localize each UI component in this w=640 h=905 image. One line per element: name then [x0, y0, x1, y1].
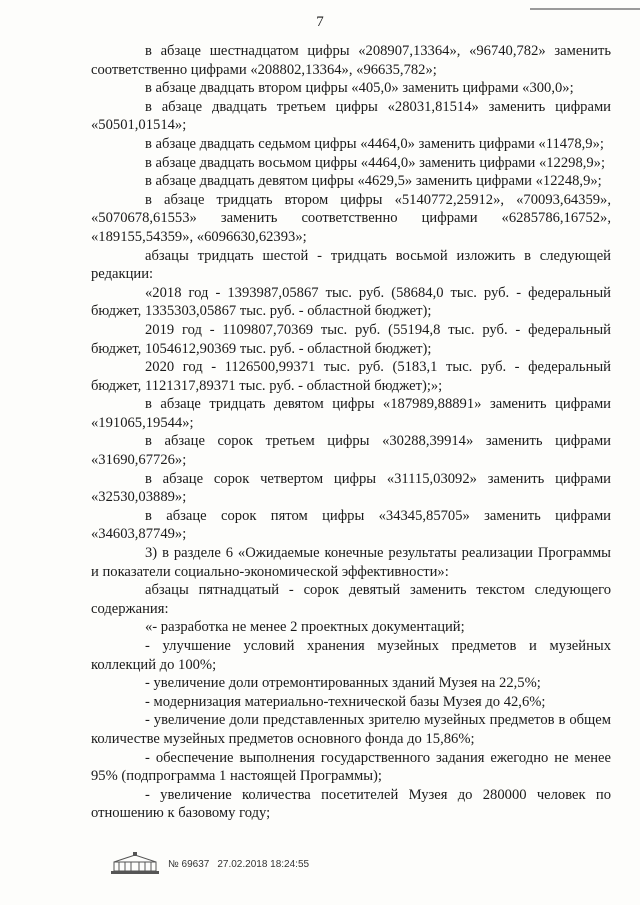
paragraph: 2020 год - 1126500,99371 тыс. руб. (5183,1 тыс. руб. - федеральный бюджет, 1121317,89371 тыс. руб. - областной бюджет);»; [91, 359, 611, 394]
paragraph: в абзаце двадцать седьмом цифры «4464,0» заменить цифрами «11478,9»; [145, 135, 604, 152]
paragraph: - увеличение количества посетителей Музея до 280000 человек по отношению к базовому году; [91, 786, 611, 822]
paragraph: 2019 год - 1109807,70369 тыс. руб. (55194,8 тыс. руб. - федеральный бюджет, 1054612,90369 тыс. руб. - областной бюджет); [91, 321, 611, 357]
paragraph: «- разработка не менее 2 проектных документаций; [145, 619, 465, 636]
building-logo-icon [110, 852, 160, 876]
paragraph: - обеспечение выполнения государственного задания ежегодно не менее 95% (подпрограмма 1 настоящей Программы); [91, 749, 611, 785]
paragraph: 3) в разделе 6 «Ожидаемые конечные результаты реализации Программы и показатели социально-экономической эффективности»: [91, 545, 611, 580]
document-body [91, 42, 611, 823]
page-number: 7 [316, 14, 324, 30]
paragraph: в абзаце сорок третьем цифры «30288,39914» заменить цифрами «31690,67726»; [91, 433, 611, 469]
paragraph: в абзаце тридцать девятом цифры «187989,88891» заменить цифрами «191065,19544»; [91, 396, 611, 431]
paragraph: абзацы пятнадцатый - сорок девятый заменить текстом следующего содержания: [91, 582, 611, 617]
paragraph: в абзаце сорок пятом цифры «34345,85705» заменить цифрами «34603,87749»; [91, 507, 611, 543]
paragraph: в абзаце двадцать втором цифры «405,0» заменить цифрами «300,0»; [145, 80, 574, 97]
paragraph: - увеличение доли представленных зрителю музейных предметов в общем количестве музейных предметов основного фонда до 15,86%; [91, 712, 611, 747]
paragraph: в абзаце двадцать третьем цифры «28031,81514» заменить цифрами «50501,01514»; [91, 98, 611, 134]
document-timestamp: 27.02.2018 18:24:55 [217, 858, 310, 870]
paragraph: в абзаце тридцать втором цифры «5140772,25912», «70093,64359», «5070678,61553» заменить соответственно цифрами «6285786,16752», «189155,54359», «6096630,62393»; [91, 191, 611, 245]
paragraph: - модернизация материально-технической базы Музея до 42,6%; [145, 693, 546, 710]
scan-edge-mark [530, 0, 640, 5]
paragraph: «2018 год - 1393987,05867 тыс. руб. (58684,0 тыс. руб. - федеральный бюджет, 1335303,05867 тыс. руб. - областной бюджет); [91, 284, 611, 320]
paragraph: абзацы тридцать шестой - тридцать восьмой изложить в следующей редакции: [91, 247, 611, 283]
paragraph: в абзаце двадцать девятом цифры «4629,5» заменить цифрами «12248,9»; [145, 173, 602, 190]
paragraph: в абзаце двадцать восьмом цифры «4464,0» заменить цифрами «12298,9»; [145, 154, 606, 171]
document-id: № 69637 [168, 858, 210, 870]
paragraph: в абзаце сорок четвертом цифры «31115,03092» заменить цифрами «32530,03889»; [91, 470, 611, 506]
document-footer [110, 852, 309, 876]
paragraph: - улучшение условий хранения музейных предметов и музейных коллекций до 100%; [91, 638, 611, 673]
paragraph: - увеличение доли отремонтированных зданий Музея на 22,5%; [145, 675, 541, 692]
paragraph: в абзаце шестнадцатом цифры «208907,13364», «96740,782» заменить соответственно цифрами «208802,13364», «96635,782»; [91, 43, 611, 78]
